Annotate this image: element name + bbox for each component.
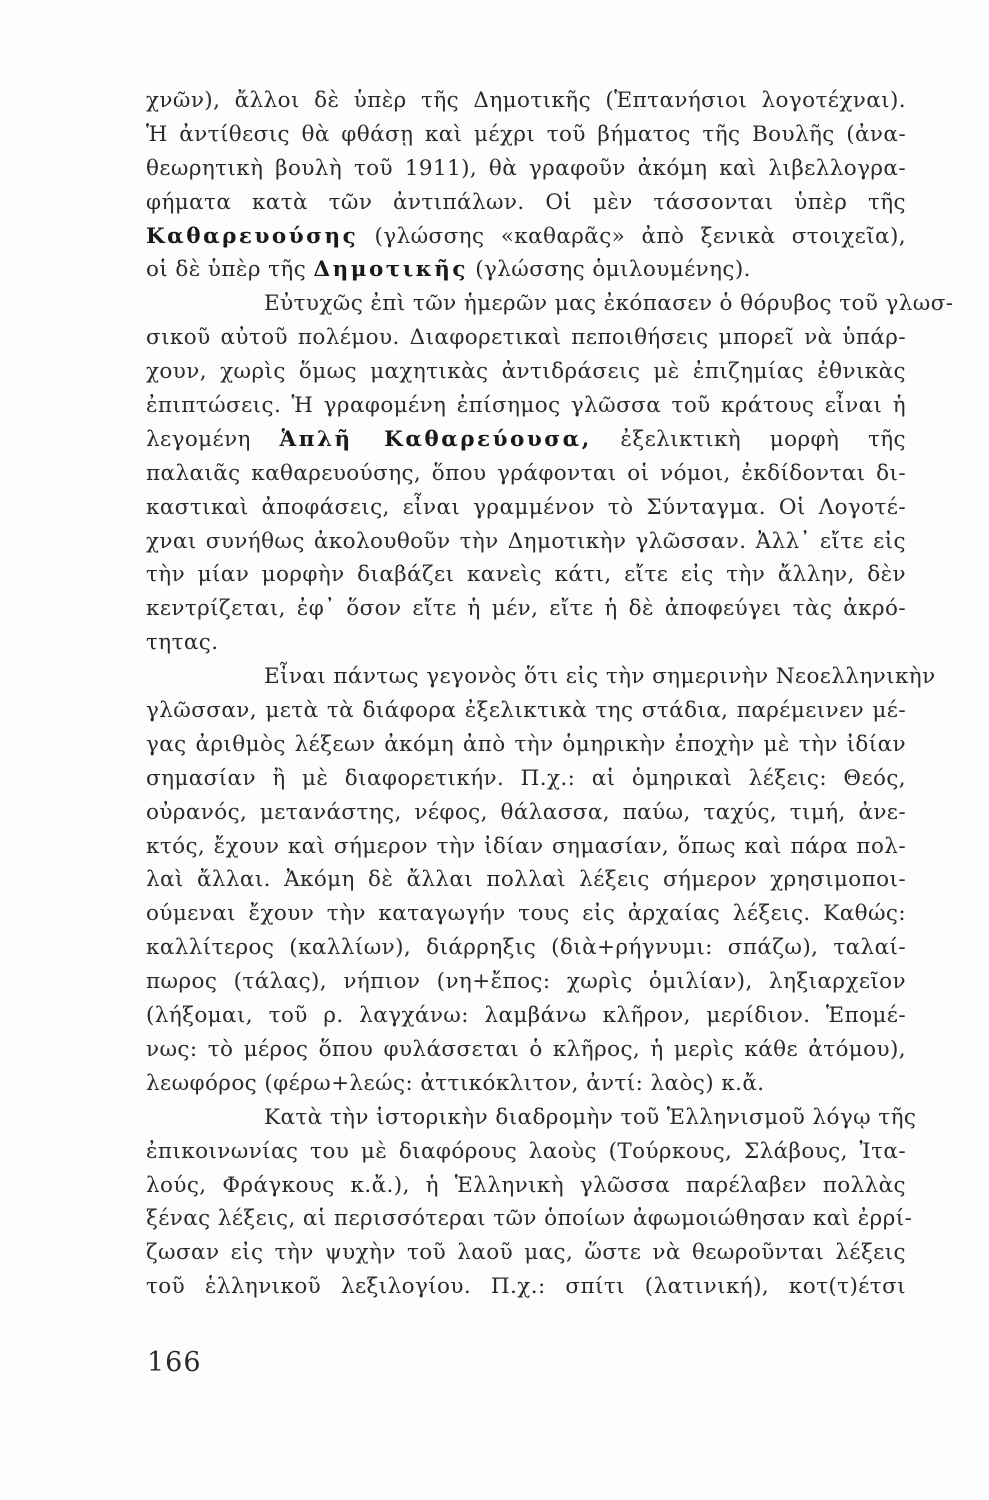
text-segment: κεντρίζεται, ἐφ᾽ ὅσον εἴτε ἡ μέν, εἴτε ἡ δὲ ἀποφεύγει τὰς ἀκρό-: [146, 596, 906, 622]
text-line: [146, 491, 906, 525]
text-line: [146, 1169, 906, 1203]
text-segment: νως: τὸ μέρος ὅπου φυλάσσεται ὁ κλῆρος, ἡ μερὶς κάθε ἀτόμου),: [146, 1036, 906, 1062]
text-segment: χναι συνήθως ἀκολουθοῦν τὴν Δημοτικὴν γλῶσσαν. Ἀλλ᾽ εἴτε εἰς: [146, 528, 906, 554]
text-segment: ἐπικοινωνίας του μὲ διαφόρους λαοὺς (Τούρκους, Σλάβους, Ἰτα-: [146, 1138, 906, 1164]
text-line: [146, 355, 906, 389]
text-line: [146, 423, 906, 457]
text-segment: καλλίτερος (καλλίων), διάρρηξις (διὰ+ρήγνυμι: σπάζω), ταλαί-: [146, 935, 906, 961]
text-segment: (λήξομαι, τοῦ ρ. λαγχάνω: λαμβάνω κλῆρον, μερίδιον. Ἑπομέ-: [146, 1003, 906, 1029]
text-segment: Εὐτυχῶς ἐπὶ τῶν ἡμερῶν μας ἐκόπασεν ὁ θόρυβος τοῦ γλωσ-: [264, 291, 954, 317]
text-segment: τητας.: [146, 630, 219, 656]
text-line: [146, 220, 906, 254]
text-line: [146, 118, 906, 152]
text-segment: ζωσαν εἰς τὴν ψυχὴν τοῦ λαοῦ μας, ὥστε νὰ θεωροῦνται λέξεις: [146, 1240, 906, 1266]
text-line: [146, 1236, 906, 1270]
text-line: [146, 525, 906, 559]
text-line: [146, 1033, 906, 1067]
text-segment: Εἶναι πάντως γεγονὸς ὅτι εἰς τὴν σημερινὴν Νεοελληνικὴν: [264, 664, 936, 690]
text-line: [146, 1135, 906, 1169]
text-line: [146, 457, 906, 491]
text-segment: ξένας λέξεις, αἱ περισσότεραι τῶν ὁποίων ἀφωμοιώθησαν καὶ ἐρρί-: [146, 1206, 913, 1232]
text-line: [146, 321, 906, 355]
text-segment: θεωρητικὴ βουλὴ τοῦ 1911), θὰ γραφοῦν ἀκόμη καὶ λιβελλογρα-: [146, 155, 906, 181]
text-line: [146, 660, 936, 694]
text-segment: τὴν μίαν μορφὴν διαβάζει κανεὶς κάτι, εἴτε εἰς τὴν ἄλλην, δὲν: [146, 562, 906, 588]
text-line: [146, 863, 906, 897]
text-segment: καστικαὶ ἀποφάσεις, εἶναι γραμμένον τὸ Σύνταγμα. Οἱ Λογοτέ-: [146, 494, 906, 520]
text-segment: ἐξελικτικὴ μορφὴ τῆς: [591, 426, 906, 452]
text-segment: Κατὰ τὴν ἱστορικὴν διαδρομὴν τοῦ Ἑλληνισμοῦ λόγῳ τῆς: [264, 1104, 917, 1130]
text-line: [146, 152, 906, 186]
text-line: [146, 1101, 917, 1135]
text-segment: κτός, ἔχουν καὶ σήμερον τὴν ἰδίαν σημασίαν, ὅπως καὶ πάρα πολ-: [146, 833, 906, 859]
emphasized-term: Ἁπλῆ Καθαρεύουσα,: [279, 426, 592, 452]
text-line: [146, 897, 906, 931]
text-line: [146, 287, 954, 321]
text-segment: Ἡ ἀντίθεσις θὰ φθάσῃ καὶ μέχρι τοῦ βήματος τῆς Βουλῆς (ἀνα-: [146, 121, 906, 147]
emphasized-term: Καθαρευούσης: [146, 223, 359, 249]
text-line: [146, 830, 906, 864]
text-line: [146, 558, 906, 592]
paragraph: [146, 660, 936, 1101]
text-line: [146, 389, 906, 423]
text-segment: λούς, Φράγκους κ.ἄ.), ἡ Ἑλληνικὴ γλῶσσα παρέλαβεν πολλὰς: [146, 1172, 906, 1198]
text-segment: (γλώσσης «καθαρᾶς» ἀπὸ ξενικὰ στοιχεῖα),: [358, 223, 906, 249]
text-line: [146, 84, 906, 118]
text-line: [146, 626, 906, 660]
body-text: [146, 84, 954, 1304]
emphasized-term: Δημοτικῆς: [313, 257, 468, 283]
text-line: [146, 965, 906, 999]
text-segment: ούμεναι ἔχουν τὴν καταγωγήν τους εἰς ἀρχαίας λέξεις. Καθώς:: [146, 901, 906, 927]
text-segment: οὐρανός, μετανάστης, νέφος, θάλασσα, παύω, ταχύς, τιμή, ἀνε-: [146, 799, 906, 825]
text-segment: οἱ δὲ ὑπὲρ τῆς: [146, 257, 314, 283]
text-segment: πωρος (τάλας), νήπιον (νη+ἔπος: χωρὶς ὁμιλίαν), ληξιαρχεῖον: [146, 969, 906, 995]
text-line: [146, 999, 906, 1033]
text-segment: σημασίαν ἢ μὲ διαφορετικήν. Π.χ.: αἱ ὁμηρικαὶ λέξεις: Θεός,: [146, 765, 906, 791]
text-line: [146, 1270, 906, 1304]
text-segment: λαὶ ἄλλαι. Ἀκόμη δὲ ἄλλαι πολλαὶ λέξεις σήμερον χρησιμοποι-: [146, 867, 906, 893]
paragraph: [146, 84, 906, 287]
text-line: [146, 592, 906, 626]
text-line: [146, 931, 906, 965]
paragraph: [146, 1101, 917, 1304]
text-segment: φήματα κατὰ τῶν ἀντιπάλων. Οἱ μὲν τάσσονται ὑπὲρ τῆς: [146, 189, 906, 215]
text-segment: λεγομένη: [146, 426, 280, 452]
text-segment: παλαιᾶς καθαρευούσης, ὅπου γράφονται οἱ νόμοι, ἐκδίδονται δι-: [146, 460, 906, 486]
text-segment: σικοῦ αὐτοῦ πολέμου. Διαφορετικαὶ πεποιθήσεις μπορεῖ νὰ ὑπάρ-: [146, 325, 906, 351]
text-segment: (γλώσσης ὁμιλουμένης).: [468, 257, 751, 283]
text-line: [146, 796, 906, 830]
text-line: [146, 694, 906, 728]
text-segment: χνῶν), ἄλλοι δὲ ὑπὲρ τῆς Δημοτικῆς (Ἑπτανήσιοι λογοτέχναι).: [146, 88, 906, 113]
text-line: [146, 1202, 913, 1236]
text-segment: ἐπιπτώσεις. Ἡ γραφομένη ἐπίσημος γλῶσσα τοῦ κράτους εἶναι ἡ: [146, 393, 906, 419]
text-line: [146, 253, 906, 287]
text-segment: χουν, χωρὶς ὅμως μαχητικὰς ἀντιδράσεις μὲ ἐπιζημίας ἐθνικὰς: [146, 359, 906, 385]
text-line: [146, 762, 906, 796]
text-line: [146, 186, 906, 220]
page-number: 166: [147, 1347, 202, 1378]
text-line: [146, 1067, 906, 1101]
text-segment: τοῦ ἑλληνικοῦ λεξιλογίου. Π.χ.: σπίτι (λατινική), κοτ(τ)έτσι: [146, 1274, 906, 1300]
text-segment: γλῶσσαν, μετὰ τὰ διάφορα ἐξελικτικὰ της στάδια, παρέμεινεν μέ-: [146, 698, 906, 724]
paragraph: [146, 287, 954, 660]
text-segment: γας ἀριθμὸς λέξεων ἀκόμη ἀπὸ τὴν ὁμηρικὴν ἐποχὴν μὲ τὴν ἰδίαν: [146, 731, 906, 757]
text-segment: λεωφόρος (φέρω+λεώς: ἀττικόκλιτον, ἀντί: λαὸς) κ.ἄ.: [146, 1070, 765, 1096]
text-line: [146, 728, 906, 762]
